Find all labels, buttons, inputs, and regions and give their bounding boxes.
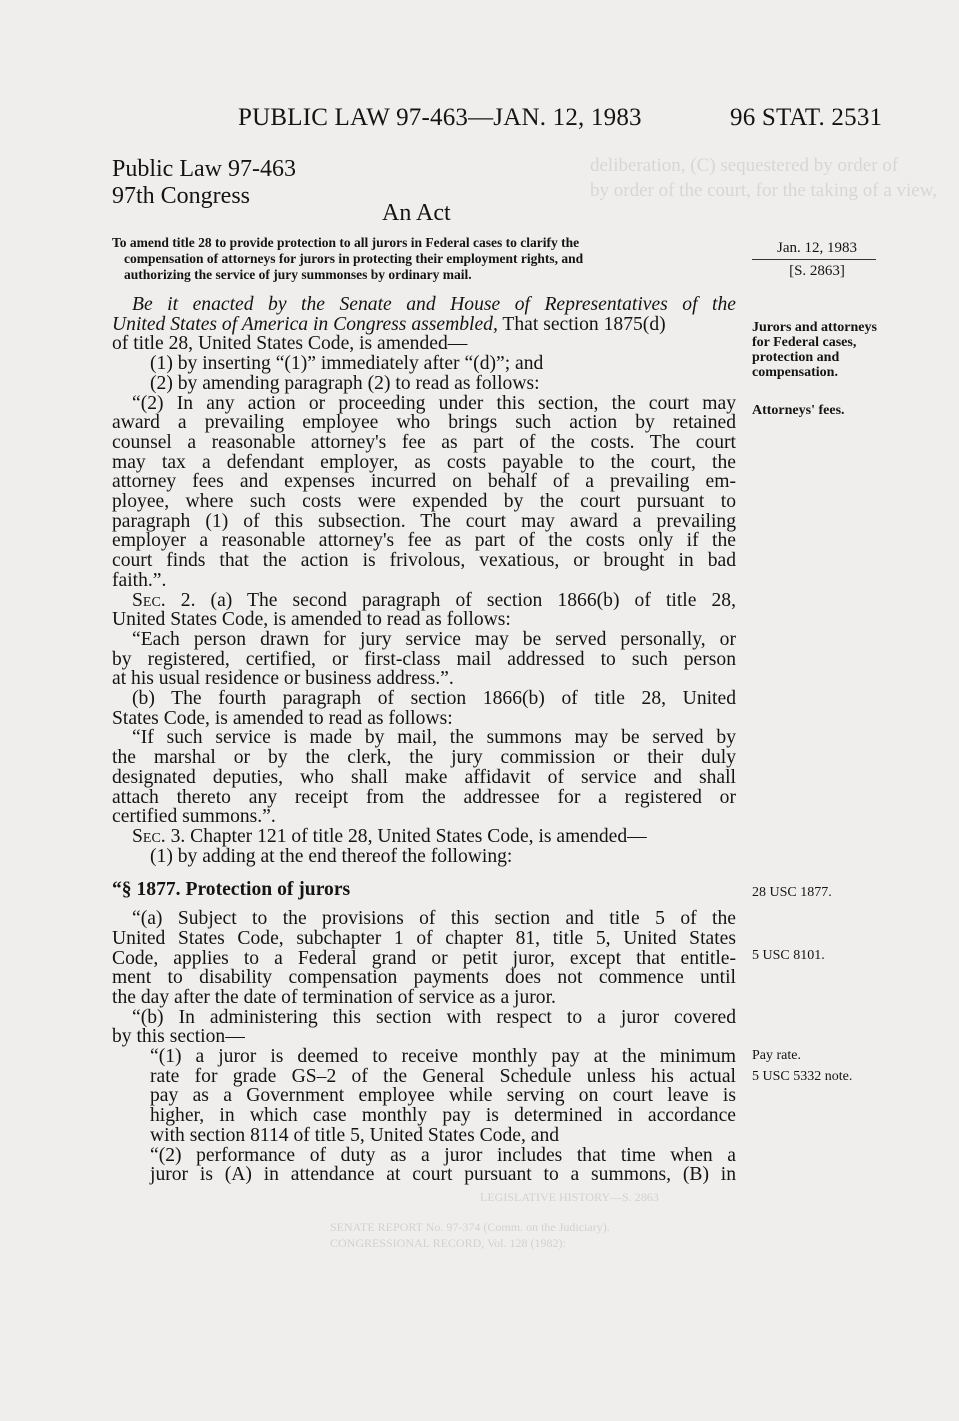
running-head-title: PUBLIC LAW 97-463—JAN. 12, 1983 [238,104,642,131]
enacting-clause-italic: United States of America in Congress assembled, [112,313,498,335]
margin-note-fees: Attorneys' fees. [752,403,845,418]
margin-note-usc-8101: 5 USC 8101. [752,948,825,963]
body-line: by this section— [112,1026,245,1048]
body-line: (b) The fourth paragraph of section 1866(b) of title 28, United [132,688,736,710]
body-line: (1) by adding at the end thereof the following: [150,845,513,867]
body-line: the day after the date of termination of service as a juror. [112,986,556,1008]
body-line: “(2) performance of duty as a juror includes that time when a [150,1144,736,1166]
purpose-line: To amend title 28 to provide protection to all jurors in Federal cases to clarify the [112,235,580,250]
section-text: 2. (a) The second paragraph of section 1866(b) of title 28, [165,589,736,611]
body-line: ployee, where such costs were expended by the court pursuant to [112,491,736,513]
body-line: “(2) In any action or proceeding under this section, the court may [132,392,736,414]
margin-note-jurors: Jurors and attorneys for Federal cases, protection and compensation. [752,320,877,380]
section-2-line [112,591,736,611]
body-line: attach thereto any receipt from the addressee for a registered or [112,786,736,808]
public-law-number: Public Law 97-463 [112,156,296,182]
body-line: faith.”. [112,569,167,591]
body-line: rate for grade GS–2 of the General Schedule unless his actual [150,1065,736,1087]
act-purpose [112,235,734,283]
body-line: the marshal or by the clerk, the jury commission or their duly [112,747,736,769]
body-line: attorney fees and expenses incurred on behalf of a prevailing em- [112,471,736,493]
body-line: certified summons.”. [112,806,276,828]
enacting-clause [112,315,736,335]
body-line: ment to disability compensation payments does not commence until [112,967,736,989]
enacting-clause-rest: That section 1875(d) [497,313,666,335]
sidenote-divider [752,259,876,260]
bleed-through-text: LEGISLATIVE HISTORY—S. 2863 [480,1190,659,1204]
body-line: United States Code, subchapter 1 of chapter 81, title 5, United States [112,927,736,949]
body-line: with section 8114 of title 5, United States Code, and [150,1124,560,1146]
enacting-clause: Be it enacted by the Senate and House of Representatives of the [132,294,736,315]
purpose-line: authorizing the service of jury summonses by ordinary mail. [124,267,472,282]
body-line: United States Code, is amended to read as follows: [112,609,511,631]
body-line: counsel a reasonable attorney's fee as part of the costs. The court [112,431,736,453]
section-label: Sec. [132,589,166,611]
section-label: Sec. [132,825,166,847]
purpose-line: compensation of attorneys for jurors in protecting their employment rights, and [124,251,584,266]
body-line: “If such service is made by mail, the summons may be served by [132,727,736,749]
bleed-through-text: SENATE REPORT No. 97-374 (Comm. on the Judiciary). [330,1220,610,1234]
body-line: of title 28, United States Code, is amended— [112,333,468,355]
body-line: employer a reasonable attorney's fee as part of the costs only if the [112,530,736,552]
margin-note-pay-rate: Pay rate. [752,1048,801,1063]
body-line: (1) by inserting “(1)” immediately after “(d)”; and [150,353,544,375]
bleed-through-text: deliberation, (C) sequestered by order of [590,155,899,176]
margin-note-usc-5332: 5 USC 5332 note. [752,1069,853,1084]
margin-note-usc-1877: 28 USC 1877. [752,885,832,900]
body-line: States Code, is amended to read as follows: [112,707,453,729]
body-line: at his usual residence or business address.”. [112,668,454,690]
act-body [112,295,736,1185]
body-line: Code, applies to a Federal grand or petit juror, except that entitle- [112,947,736,969]
section-text: 3. Chapter 121 of title 28, United States Code, is amended— [165,825,647,847]
body-line: may tax a defendant employer, as costs payable to the court, the [112,451,736,473]
congress-label: 97th Congress [112,183,250,209]
enactment-date: Jan. 12, 1983 [777,240,857,256]
body-line: pay as a Government employee while serving on court leave is [150,1085,736,1107]
body-line: “(1) a juror is deemed to receive monthly pay at the minimum [150,1046,736,1068]
body-line: designated deputies, who shall make affidavit of service and shall [112,766,736,788]
bleed-through-text: CONGRESSIONAL RECORD, Vol. 128 (1982): [330,1236,566,1250]
section-3-line [112,827,736,847]
body-line: higher, in which case monthly pay is determined in accordance [150,1105,736,1127]
body-line: by registered, certified, or first-class mail addressed to such person [112,648,736,670]
running-head-page: 96 STAT. 2531 [730,104,883,131]
body-line: paragraph (1) of this subsection. The court may award a prevailing [112,510,736,532]
body-line: “(b) In administering this section with respect to a juror covered [132,1006,736,1028]
body-line: (2) by amending paragraph (2) to read as follows: [150,372,540,394]
body-line: court finds that the action is frivolous, vexatious, or brought in bad [112,550,736,572]
body-line: award a prevailing employee who brings such action by retained [112,412,736,434]
section-1877-heading: “§ 1877. Protection of jurors [112,879,351,901]
body-line: “Each person drawn for jury service may be served personally, or [132,628,736,650]
bleed-through-text: by order of the court, for the taking of a view, [590,180,937,201]
bill-number: [S. 2863] [789,263,845,279]
body-line: “(a) Subject to the provisions of this section and title 5 of the [132,908,736,930]
body-line: juror is (A) in attendance at court pursuant to a summons, (B) in [150,1164,736,1186]
act-heading: An Act [382,200,451,226]
spacer [112,866,736,880]
